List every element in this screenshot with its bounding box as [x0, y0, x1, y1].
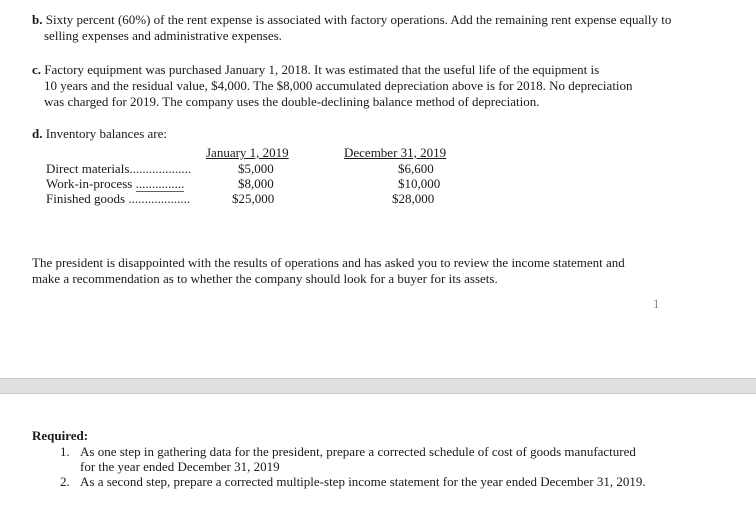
paragraph-b-line1: Sixty percent (60%) of the rent expense is associated with factory operations. Add the remaining rent expense equally to: [42, 12, 672, 27]
paragraph-c: [32, 62, 633, 110]
required-item-1: 1. As one step in gathering data for the president, prepare a corrected schedule of cost of goods manufactured: [60, 444, 636, 459]
required-item-2: 2. As a second step, prepare a corrected multiple-step income statement for the year ended December 31, 2019.: [60, 474, 646, 489]
inventory-cell: $10,000: [398, 176, 441, 191]
inventory-cell: $5,000: [238, 161, 274, 176]
inventory-cell: $25,000: [232, 191, 275, 206]
paragraph-d: [32, 126, 167, 142]
paragraph-c-line3: was charged for 2019. The company uses the double-declining balance method of depreciation.: [44, 94, 540, 109]
inventory-cell: $28,000: [392, 191, 435, 206]
paragraph-d-text: Inventory balances are:: [42, 126, 168, 141]
president-paragraph: [32, 255, 625, 287]
required-item-1-cont: for the year ended December 31, 2019: [80, 459, 280, 474]
president-line2: make a recommendation as to whether the company should look for a buyer for its assets.: [32, 271, 498, 286]
paragraph-c-label: c.: [32, 62, 42, 77]
page-number: 1: [653, 296, 660, 311]
inventory-row-label: Direct materials...................: [46, 161, 192, 176]
required-list: [60, 444, 646, 489]
inventory-table: [46, 145, 466, 209]
inventory-row-label: Finished goods ...................: [46, 191, 191, 206]
paragraph-b-label: b.: [32, 12, 43, 27]
inventory-cell: $6,600: [398, 161, 434, 176]
paragraph-d-label: d.: [32, 126, 43, 141]
paragraph-c-line1: Factory equipment was purchased January 1, 2018. It was estimated that the useful life of the equipment is: [41, 62, 600, 77]
required-heading: Required:: [32, 428, 89, 443]
paragraph-b: [32, 12, 671, 44]
inventory-cell: $8,000: [238, 176, 274, 191]
paragraph-c-line2: 10 years and the residual value, $4,000. The $8,000 accumulated depreciation above is for 2018. No depreciation: [44, 78, 633, 93]
inventory-header-dec: December 31, 2019: [344, 145, 447, 160]
president-line1: The president is disappointed with the results of operations and has asked you to review the income statement and: [32, 255, 625, 270]
page-separator: [0, 378, 756, 394]
paragraph-b-line2: selling expenses and administrative expenses.: [44, 28, 282, 43]
inventory-row-label: Work-in-process ...............: [46, 176, 185, 191]
inventory-header-jan: January 1, 2019: [206, 145, 289, 160]
